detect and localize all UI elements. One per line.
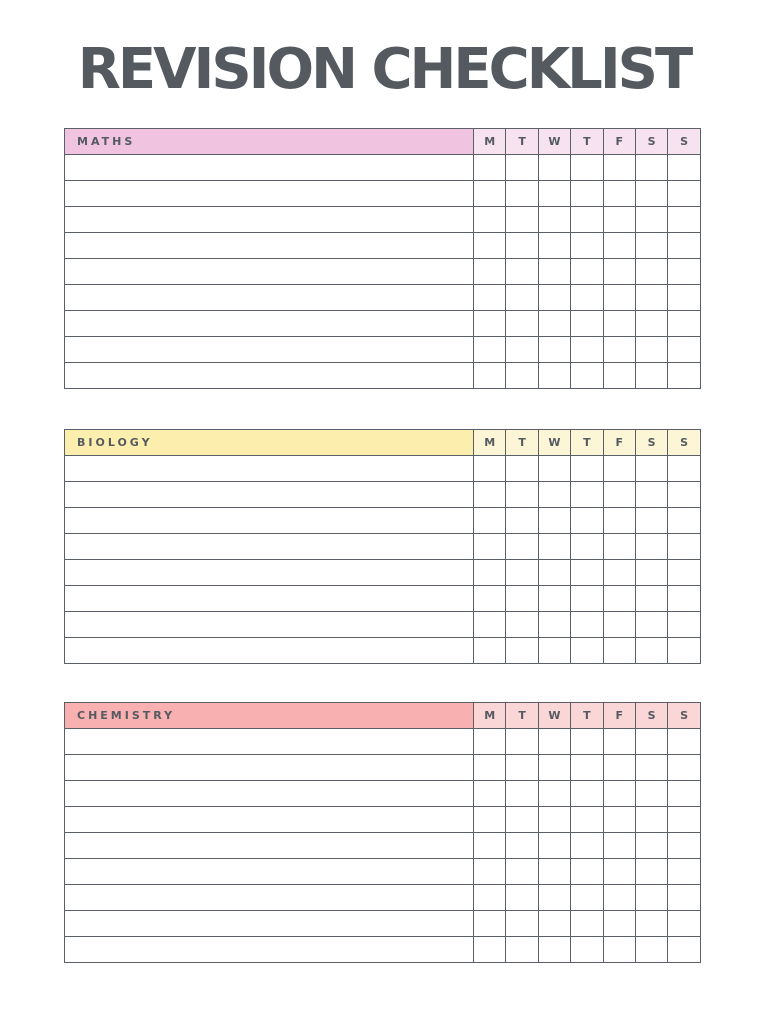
topic-cell[interactable]: [65, 311, 474, 337]
table-row: [65, 560, 701, 586]
check-cell[interactable]: [571, 859, 603, 885]
check-cell[interactable]: [571, 456, 603, 482]
check-cell[interactable]: [571, 755, 603, 781]
day-header: M: [474, 430, 506, 456]
check-cell[interactable]: [506, 755, 538, 781]
table-row: [65, 833, 701, 859]
check-cell[interactable]: [538, 612, 570, 638]
check-cell[interactable]: [538, 259, 570, 285]
check-cell[interactable]: [538, 638, 570, 664]
check-cell[interactable]: [603, 155, 635, 181]
check-cell[interactable]: [668, 781, 700, 807]
check-cell[interactable]: [538, 755, 570, 781]
section-header-row: [65, 129, 701, 155]
check-cell[interactable]: [635, 311, 667, 337]
topic-cell[interactable]: [65, 456, 474, 482]
day-header: W: [538, 129, 570, 155]
day-header: S: [635, 129, 667, 155]
check-cell[interactable]: [603, 233, 635, 259]
check-cell[interactable]: [603, 207, 635, 233]
check-cell[interactable]: [506, 259, 538, 285]
check-cell[interactable]: [506, 311, 538, 337]
check-cell[interactable]: [506, 729, 538, 755]
check-cell[interactable]: [538, 233, 570, 259]
check-cell[interactable]: [603, 586, 635, 612]
day-header: T: [571, 703, 603, 729]
check-cell[interactable]: [538, 833, 570, 859]
check-cell[interactable]: [603, 807, 635, 833]
topic-cell[interactable]: [65, 259, 474, 285]
check-cell[interactable]: [474, 363, 506, 389]
check-cell[interactable]: [668, 638, 700, 664]
topic-cell[interactable]: [65, 363, 474, 389]
day-header: T: [506, 129, 538, 155]
check-cell[interactable]: [474, 259, 506, 285]
check-cell[interactable]: [635, 911, 667, 937]
topic-cell[interactable]: [65, 755, 474, 781]
check-cell[interactable]: [668, 482, 700, 508]
check-cell[interactable]: [474, 560, 506, 586]
table-row: [65, 729, 701, 755]
table-row: [65, 638, 701, 664]
check-cell[interactable]: [603, 859, 635, 885]
check-cell[interactable]: [538, 207, 570, 233]
table-row: [65, 586, 701, 612]
page-title: REVISION CHECKLIST: [77, 37, 691, 102]
topic-cell[interactable]: [65, 534, 474, 560]
day-header: T: [571, 129, 603, 155]
check-cell[interactable]: [538, 781, 570, 807]
check-cell[interactable]: [603, 285, 635, 311]
checklist-table-chemistry: [64, 702, 701, 963]
check-cell[interactable]: [571, 181, 603, 207]
table-row: [65, 181, 701, 207]
check-cell[interactable]: [635, 638, 667, 664]
check-cell[interactable]: [506, 885, 538, 911]
topic-cell[interactable]: [65, 181, 474, 207]
check-cell[interactable]: [538, 729, 570, 755]
check-cell[interactable]: [474, 937, 506, 963]
check-cell[interactable]: [474, 534, 506, 560]
check-cell[interactable]: [474, 807, 506, 833]
check-cell[interactable]: [506, 638, 538, 664]
table-row: [65, 259, 701, 285]
check-cell[interactable]: [668, 612, 700, 638]
check-cell[interactable]: [538, 560, 570, 586]
check-cell[interactable]: [474, 337, 506, 363]
check-cell[interactable]: [571, 807, 603, 833]
check-cell[interactable]: [538, 885, 570, 911]
check-cell[interactable]: [571, 337, 603, 363]
check-cell[interactable]: [635, 259, 667, 285]
check-cell[interactable]: [571, 207, 603, 233]
check-cell[interactable]: [474, 911, 506, 937]
check-cell[interactable]: [506, 508, 538, 534]
check-cell[interactable]: [506, 207, 538, 233]
check-cell[interactable]: [474, 638, 506, 664]
check-cell[interactable]: [603, 456, 635, 482]
check-cell[interactable]: [571, 833, 603, 859]
check-cell[interactable]: [571, 911, 603, 937]
check-cell[interactable]: [538, 363, 570, 389]
check-cell[interactable]: [668, 885, 700, 911]
day-header: F: [603, 703, 635, 729]
check-cell[interactable]: [635, 482, 667, 508]
check-cell[interactable]: [603, 612, 635, 638]
section-header-row: [65, 703, 701, 729]
check-cell[interactable]: [506, 363, 538, 389]
check-cell[interactable]: [635, 207, 667, 233]
table-row: [65, 781, 701, 807]
topic-cell[interactable]: [65, 729, 474, 755]
check-cell[interactable]: [538, 807, 570, 833]
check-cell[interactable]: [571, 612, 603, 638]
table-row: [65, 311, 701, 337]
table-row: [65, 456, 701, 482]
table-row: [65, 482, 701, 508]
check-cell[interactable]: [603, 259, 635, 285]
check-cell[interactable]: [506, 807, 538, 833]
check-cell[interactable]: [603, 885, 635, 911]
check-cell[interactable]: [668, 859, 700, 885]
check-cell[interactable]: [668, 807, 700, 833]
check-cell[interactable]: [506, 612, 538, 638]
check-cell[interactable]: [538, 534, 570, 560]
topic-cell[interactable]: [65, 807, 474, 833]
day-header: T: [571, 430, 603, 456]
check-cell[interactable]: [571, 311, 603, 337]
check-cell[interactable]: [571, 586, 603, 612]
check-cell[interactable]: [603, 534, 635, 560]
topic-cell[interactable]: [65, 859, 474, 885]
check-cell[interactable]: [506, 859, 538, 885]
check-cell[interactable]: [603, 337, 635, 363]
check-cell[interactable]: [571, 781, 603, 807]
table-row: [65, 911, 701, 937]
check-cell[interactable]: [603, 482, 635, 508]
check-cell[interactable]: [571, 638, 603, 664]
check-cell[interactable]: [668, 259, 700, 285]
check-cell[interactable]: [506, 833, 538, 859]
table-row: [65, 233, 701, 259]
subject-label: MATHS: [65, 129, 474, 155]
check-cell[interactable]: [506, 456, 538, 482]
check-cell[interactable]: [571, 937, 603, 963]
check-cell[interactable]: [474, 781, 506, 807]
topic-cell[interactable]: [65, 885, 474, 911]
check-cell[interactable]: [571, 560, 603, 586]
check-cell[interactable]: [635, 755, 667, 781]
check-cell[interactable]: [635, 560, 667, 586]
check-cell[interactable]: [538, 859, 570, 885]
topic-cell[interactable]: [65, 285, 474, 311]
check-cell[interactable]: [538, 311, 570, 337]
check-cell[interactable]: [668, 233, 700, 259]
check-cell[interactable]: [603, 937, 635, 963]
check-cell[interactable]: [506, 911, 538, 937]
topic-cell[interactable]: [65, 482, 474, 508]
check-cell[interactable]: [668, 586, 700, 612]
check-cell[interactable]: [668, 181, 700, 207]
check-cell[interactable]: [474, 207, 506, 233]
table-row: [65, 285, 701, 311]
table-row: [65, 885, 701, 911]
check-cell[interactable]: [571, 363, 603, 389]
check-cell[interactable]: [668, 534, 700, 560]
check-cell[interactable]: [635, 859, 667, 885]
check-cell[interactable]: [474, 755, 506, 781]
check-cell[interactable]: [538, 937, 570, 963]
check-cell[interactable]: [506, 586, 538, 612]
topic-cell[interactable]: [65, 937, 474, 963]
check-cell[interactable]: [506, 285, 538, 311]
check-cell[interactable]: [538, 911, 570, 937]
check-cell[interactable]: [538, 508, 570, 534]
check-cell[interactable]: [603, 508, 635, 534]
check-cell[interactable]: [603, 911, 635, 937]
check-cell[interactable]: [635, 534, 667, 560]
check-cell[interactable]: [635, 337, 667, 363]
check-cell[interactable]: [571, 885, 603, 911]
check-cell[interactable]: [635, 233, 667, 259]
day-header: S: [635, 703, 667, 729]
check-cell[interactable]: [668, 755, 700, 781]
day-header: T: [506, 430, 538, 456]
check-cell[interactable]: [538, 285, 570, 311]
check-cell[interactable]: [668, 937, 700, 963]
table-row: [65, 337, 701, 363]
check-cell[interactable]: [506, 781, 538, 807]
check-cell[interactable]: [635, 181, 667, 207]
day-header: F: [603, 430, 635, 456]
check-cell[interactable]: [474, 729, 506, 755]
check-cell[interactable]: [506, 937, 538, 963]
checklist-table-biology: [64, 429, 701, 664]
check-cell[interactable]: [571, 155, 603, 181]
check-cell[interactable]: [603, 781, 635, 807]
topic-cell[interactable]: [65, 781, 474, 807]
table-row: [65, 859, 701, 885]
check-cell[interactable]: [635, 807, 667, 833]
check-cell[interactable]: [635, 885, 667, 911]
check-cell[interactable]: [474, 233, 506, 259]
check-cell[interactable]: [668, 363, 700, 389]
check-cell[interactable]: [668, 911, 700, 937]
check-cell[interactable]: [474, 311, 506, 337]
check-cell[interactable]: [571, 508, 603, 534]
check-cell[interactable]: [668, 833, 700, 859]
check-cell[interactable]: [635, 729, 667, 755]
check-cell[interactable]: [635, 781, 667, 807]
day-header: W: [538, 430, 570, 456]
day-header: M: [474, 703, 506, 729]
check-cell[interactable]: [635, 285, 667, 311]
table-row: [65, 534, 701, 560]
check-cell[interactable]: [603, 755, 635, 781]
check-cell[interactable]: [635, 937, 667, 963]
check-cell[interactable]: [474, 508, 506, 534]
topic-cell[interactable]: [65, 833, 474, 859]
day-header: W: [538, 703, 570, 729]
check-cell[interactable]: [635, 508, 667, 534]
check-cell[interactable]: [506, 233, 538, 259]
check-cell[interactable]: [603, 638, 635, 664]
topic-cell[interactable]: [65, 337, 474, 363]
check-cell[interactable]: [506, 181, 538, 207]
check-cell[interactable]: [571, 729, 603, 755]
check-cell[interactable]: [538, 155, 570, 181]
day-header: S: [635, 430, 667, 456]
check-cell[interactable]: [635, 363, 667, 389]
subject-label: CHEMISTRY: [65, 703, 474, 729]
topic-cell[interactable]: [65, 586, 474, 612]
check-cell[interactable]: [603, 833, 635, 859]
check-cell[interactable]: [474, 612, 506, 638]
check-cell[interactable]: [538, 181, 570, 207]
check-cell[interactable]: [506, 534, 538, 560]
check-cell[interactable]: [668, 207, 700, 233]
check-cell[interactable]: [635, 155, 667, 181]
topic-cell[interactable]: [65, 155, 474, 181]
checklist-table-maths: [64, 128, 701, 389]
check-cell[interactable]: [635, 612, 667, 638]
check-cell[interactable]: [603, 363, 635, 389]
check-cell[interactable]: [571, 233, 603, 259]
check-cell[interactable]: [474, 586, 506, 612]
check-cell[interactable]: [603, 311, 635, 337]
check-cell[interactable]: [635, 456, 667, 482]
check-cell[interactable]: [474, 456, 506, 482]
topic-cell[interactable]: [65, 207, 474, 233]
day-header: F: [603, 129, 635, 155]
check-cell[interactable]: [474, 885, 506, 911]
table-row: [65, 155, 701, 181]
day-header: S: [668, 703, 700, 729]
check-cell[interactable]: [506, 155, 538, 181]
check-cell[interactable]: [571, 259, 603, 285]
check-cell[interactable]: [474, 482, 506, 508]
day-header: T: [506, 703, 538, 729]
check-cell[interactable]: [506, 482, 538, 508]
section-header-row: [65, 430, 701, 456]
check-cell[interactable]: [506, 337, 538, 363]
check-cell[interactable]: [506, 560, 538, 586]
topic-cell[interactable]: [65, 638, 474, 664]
check-cell[interactable]: [538, 586, 570, 612]
check-cell[interactable]: [603, 181, 635, 207]
check-cell[interactable]: [571, 482, 603, 508]
check-cell[interactable]: [668, 729, 700, 755]
topic-cell[interactable]: [65, 233, 474, 259]
check-cell[interactable]: [668, 560, 700, 586]
check-cell[interactable]: [474, 859, 506, 885]
table-row: [65, 508, 701, 534]
table-row: [65, 807, 701, 833]
check-cell[interactable]: [474, 181, 506, 207]
table-row: [65, 363, 701, 389]
check-cell[interactable]: [668, 337, 700, 363]
check-cell[interactable]: [571, 534, 603, 560]
check-cell[interactable]: [668, 456, 700, 482]
check-cell[interactable]: [635, 586, 667, 612]
topic-cell[interactable]: [65, 911, 474, 937]
check-cell[interactable]: [571, 285, 603, 311]
table-row: [65, 207, 701, 233]
check-cell[interactable]: [474, 285, 506, 311]
check-cell[interactable]: [603, 560, 635, 586]
check-cell[interactable]: [538, 482, 570, 508]
table-row: [65, 937, 701, 963]
table-row: [65, 612, 701, 638]
check-cell[interactable]: [668, 508, 700, 534]
check-cell[interactable]: [668, 155, 700, 181]
check-cell[interactable]: [474, 155, 506, 181]
check-cell[interactable]: [635, 833, 667, 859]
topic-cell[interactable]: [65, 612, 474, 638]
check-cell[interactable]: [474, 833, 506, 859]
check-cell[interactable]: [538, 456, 570, 482]
topic-cell[interactable]: [65, 508, 474, 534]
check-cell[interactable]: [603, 729, 635, 755]
check-cell[interactable]: [668, 311, 700, 337]
day-header: M: [474, 129, 506, 155]
subject-label: BIOLOGY: [65, 430, 474, 456]
day-header: S: [668, 129, 700, 155]
check-cell[interactable]: [538, 337, 570, 363]
day-header: S: [668, 430, 700, 456]
table-row: [65, 755, 701, 781]
topic-cell[interactable]: [65, 560, 474, 586]
check-cell[interactable]: [668, 285, 700, 311]
